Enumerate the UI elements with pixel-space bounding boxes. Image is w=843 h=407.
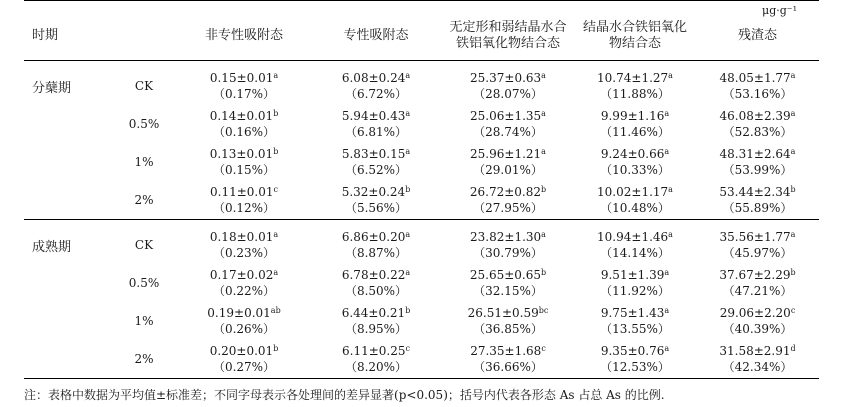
treatment-cell: 1% [134,314,154,328]
value-cell [574,302,696,340]
significance-letter: a [790,71,796,80]
percentage-value: （36.66%） [473,360,543,374]
value-cell [442,302,574,340]
period-cell [24,264,110,302]
mean-sd-value [442,108,574,124]
period-cell [24,302,110,340]
significance-letter: a [664,147,670,156]
significance-letter: b [273,147,279,156]
table-row [24,61,819,106]
mean-sd-text: 6.08±0.24 [341,71,406,85]
header-col-3 [442,1,574,61]
significance-letter: a [541,147,546,156]
significance-letter: a [790,230,796,239]
value-cell [574,264,696,302]
percentage-value: （6.52%） [344,163,408,177]
value-cell [574,220,696,265]
significance-letter: c [405,344,410,353]
mean-sd-text: 27.35±1.68 [470,344,542,358]
value-cell [442,340,574,379]
mean-sd-value [178,184,310,200]
mean-sd-value [696,184,819,200]
header-col-4 [574,1,696,61]
value-cell [178,105,310,143]
mean-sd-text: 26.51±0.59 [467,306,539,320]
significance-letter: c [541,344,546,353]
treatment-cell: 0.5% [128,117,160,131]
mean-sd-value [696,267,819,283]
value-cell [178,143,310,181]
header-col-4-line-1: 结晶水合铁铝氧化 [582,20,687,35]
mean-sd-value [574,305,696,321]
mean-sd-value [442,146,574,162]
header-col-3-line-1: 无定形和弱结晶水合 [449,20,567,35]
percentage-value: （8.50%） [344,284,408,298]
significance-letter: a [273,71,279,80]
percentage-value: （30.79%） [473,246,543,260]
significance-letter: a [541,109,546,118]
mean-sd-value [310,229,442,245]
mean-sd-text: 37.67±2.29 [719,268,791,282]
value-cell [574,143,696,181]
mean-sd-value [574,229,696,245]
percentage-value: （6.81%） [344,125,408,139]
significance-letter: a [273,268,279,277]
period-cell [24,340,110,379]
mean-sd-text: 6.86±0.20 [341,230,406,244]
percentage-value: （28.74%） [473,125,543,139]
header-col-1 [178,1,310,61]
mean-sd-value [178,267,310,283]
table-row [24,220,819,265]
treatment-cell: 2% [110,181,178,220]
value-cell [310,105,442,143]
mean-sd-value [178,108,310,124]
mean-sd-value [310,146,442,162]
percentage-value: （45.97%） [722,246,793,260]
value-cell [178,220,310,265]
significance-letter: a [664,344,670,353]
value-cell [178,340,310,379]
mean-sd-value [696,146,819,162]
header-col-5-line-1: 残渣态 [737,28,777,43]
mean-sd-text: 53.44±2.34 [719,185,791,199]
percentage-value: （29.01%） [473,163,543,177]
percentage-value: （0.26%） [212,322,276,336]
table-row [24,181,819,220]
unit-label: μg·g⁻¹ [762,4,797,17]
value-cell [696,105,819,143]
significance-letter: a [668,71,673,80]
significance-letter: ab [270,306,281,315]
mean-sd-text: 0.11±0.01 [210,185,274,199]
mean-sd-value [178,146,310,162]
mean-sd-text: 6.44±0.21 [341,306,406,320]
mean-sd-value [574,108,696,124]
significance-letter: a [790,147,796,156]
mean-sd-text: 5.94±0.43 [341,109,406,123]
percentage-value: （36.85%） [473,322,543,336]
significance-letter: a [664,306,670,315]
significance-letter: b [790,268,796,277]
mean-sd-text: 31.58±2.91 [719,344,791,358]
value-cell [442,105,574,143]
significance-letter: a [541,230,546,239]
header-col-5 [696,1,819,61]
percentage-value: （28.07%） [473,87,543,101]
value-cell [310,302,442,340]
period-cell [24,143,110,181]
significance-letter: a [664,268,670,277]
significance-letter: a [668,230,673,239]
mean-sd-text: 48.05±1.77 [719,71,791,85]
significance-letter: c [790,306,796,315]
treatment-cell: CK [134,238,154,252]
percentage-value: （0.12%） [212,201,276,215]
value-cell [574,61,696,106]
significance-letter: b [790,185,796,194]
mean-sd-value [574,267,696,283]
value-cell [696,61,819,106]
table-row [24,302,819,340]
percentage-value: （14.14%） [600,246,670,260]
value-cell [310,220,442,265]
mean-sd-value [574,343,696,359]
table-row [24,340,819,379]
mean-sd-value [310,184,442,200]
percentage-value: （0.23%） [212,246,276,260]
percentage-value: （27.95%） [473,201,543,215]
percentage-value: （0.15%） [212,163,276,177]
table-row [24,105,819,143]
significance-letter: a [668,185,673,194]
mean-sd-text: 0.13±0.01 [209,147,274,161]
treatment-cell: CK [134,79,154,93]
percentage-value: （11.88%） [600,87,670,101]
mean-sd-text: 46.08±2.39 [719,109,791,123]
header-col-2-line-1: 专性吸附态 [343,28,409,43]
value-cell [310,264,442,302]
mean-sd-text: 25.06±1.35 [470,109,542,123]
significance-letter: b [541,185,547,194]
significance-letter: c [273,185,278,194]
header-col-3-line-2: 铁铝氧化物结合态 [455,36,560,51]
mean-sd-text: 10.02±1.17 [597,185,669,199]
percentage-value: （32.15%） [473,284,543,298]
mean-sd-text: 23.82±1.30 [470,230,542,244]
value-cell [178,264,310,302]
significance-letter: a [405,230,411,239]
mean-sd-text: 0.18±0.01 [209,230,274,244]
value-cell [178,181,310,220]
mean-sd-text: 9.99±1.16 [600,109,665,123]
period-cell [24,181,110,220]
percentage-value: （8.95%） [344,322,408,336]
header-row [24,1,819,61]
value-cell [574,181,696,220]
significance-letter: a [405,109,411,118]
mean-sd-text: 6.78±0.22 [341,268,406,282]
mean-sd-text: 25.65±0.65 [469,268,541,282]
mean-sd-text: 48.31±2.64 [719,147,791,161]
mean-sd-value [310,343,442,359]
percentage-value: （47.21%） [722,284,793,298]
mean-sd-value [442,343,574,359]
period-cell [24,105,110,143]
mean-sd-text: 10.94±1.46 [597,230,669,244]
value-cell [310,61,442,106]
significance-letter: a [405,147,411,156]
mean-sd-text: 5.32±0.24 [341,185,406,199]
treatment-cell: 0.5% [128,276,160,290]
mean-sd-text: 0.14±0.01 [209,109,274,123]
mean-sd-value [310,70,442,86]
value-cell [310,340,442,379]
mean-sd-value [442,70,574,86]
percentage-value: （0.16%） [212,125,276,139]
mean-sd-value [696,343,819,359]
percentage-value: （13.55%） [600,322,670,336]
value-cell [442,220,574,265]
significance-letter: b [405,185,411,194]
percentage-value: （55.89%） [722,201,793,215]
significance-letter: b [541,268,547,277]
percentage-value: （11.92%） [600,284,670,298]
significance-letter: bc [538,306,549,315]
value-cell [178,302,310,340]
header-col-1-line-1: 非专性吸附态 [204,28,283,43]
value-cell [696,264,819,302]
mean-sd-value [574,184,696,200]
percentage-value: （10.33%） [600,163,670,177]
mean-sd-value [696,305,819,321]
mean-sd-value [442,229,574,245]
header-col-4-line-2: 物结合态 [608,36,661,51]
percentage-value: （53.99%） [722,163,793,177]
value-cell [574,340,696,379]
significance-letter: a [541,71,546,80]
mean-sd-value [442,267,574,283]
mean-sd-text: 25.96±1.21 [470,147,542,161]
mean-sd-value [178,343,310,359]
mean-sd-value [574,70,696,86]
significance-letter: b [405,306,411,315]
mean-sd-value [310,267,442,283]
percentage-value: （5.56%） [344,201,408,215]
percentage-value: （11.46%） [600,125,670,139]
mean-sd-text: 0.20±0.01 [209,344,274,358]
percentage-value: （0.22%） [212,284,276,298]
value-cell [442,143,574,181]
mean-sd-value [178,70,310,86]
value-cell [574,105,696,143]
value-cell [696,220,819,265]
significance-letter: a [664,109,670,118]
significance-letter: a [405,268,411,277]
percentage-value: （8.20%） [344,360,408,374]
mean-sd-value [696,108,819,124]
mean-sd-text: 35.56±1.77 [719,230,791,244]
mean-sd-value [696,229,819,245]
mean-sd-text: 5.83±0.15 [341,147,406,161]
significance-letter: b [273,109,279,118]
mean-sd-value [442,305,574,321]
percentage-value: （8.87%） [344,246,408,260]
table-body [24,61,819,379]
mean-sd-text: 0.15±0.01 [209,71,274,85]
significance-letter: d [790,344,796,353]
percentage-value: （6.72%） [344,87,408,101]
mean-sd-value [696,70,819,86]
significance-letter: b [273,344,279,353]
data-table [24,0,819,379]
header-treatment [110,1,178,61]
period-cell: 成熟期 [32,239,72,255]
mean-sd-value [574,146,696,162]
mean-sd-text: 6.11±0.25 [342,344,406,358]
percentage-value: （0.17%） [212,87,276,101]
percentage-value: （40.39%） [722,322,793,336]
mean-sd-text: 9.24±0.66 [600,147,665,161]
value-cell [310,143,442,181]
mean-sd-text: 9.51±1.39 [600,268,665,282]
value-cell [696,302,819,340]
table-note: 注：表格中数据为平均值±标准差；不同字母表示各处理间的差异显著(p<0.05)；括号内代表各形态 As 占总 As 的比例. [24,388,665,402]
significance-letter: a [790,109,796,118]
value-cell [442,181,574,220]
mean-sd-text: 0.19±0.01 [207,306,271,320]
mean-sd-value [310,305,442,321]
mean-sd-text: 10.74±1.27 [597,71,669,85]
period-cell: 分蘖期 [32,80,72,96]
mean-sd-text: 26.72±0.82 [469,185,541,199]
value-cell [696,340,819,379]
mean-sd-text: 9.75±1.43 [600,306,665,320]
treatment-cell: 1% [134,155,154,169]
mean-sd-text: 25.37±0.63 [470,71,542,85]
value-cell [310,181,442,220]
mean-sd-text: 9.35±0.76 [600,344,665,358]
percentage-value: （42.34%） [722,360,793,374]
mean-sd-text: 0.17±0.02 [209,268,274,282]
percentage-value: （0.27%） [212,360,276,374]
table-row [24,143,819,181]
percentage-value: （10.48%） [600,201,670,215]
header-period: 时期 [24,1,110,61]
mean-sd-value [178,305,310,321]
header-col-2 [310,1,442,61]
table-row [24,264,819,302]
percentage-value: （12.53%） [600,360,670,374]
mean-sd-value [310,108,442,124]
value-cell [442,61,574,106]
significance-letter: a [273,230,279,239]
mean-sd-value [442,184,574,200]
mean-sd-value [178,229,310,245]
percentage-value: （53.16%） [722,87,793,101]
value-cell [442,264,574,302]
value-cell [696,181,819,220]
value-cell [178,61,310,106]
mean-sd-text: 29.06±2.20 [719,306,791,320]
value-cell [696,143,819,181]
data-table-wrapper [24,0,819,379]
significance-letter: a [405,71,411,80]
percentage-value: （52.83%） [722,125,793,139]
treatment-cell: 2% [110,340,178,379]
